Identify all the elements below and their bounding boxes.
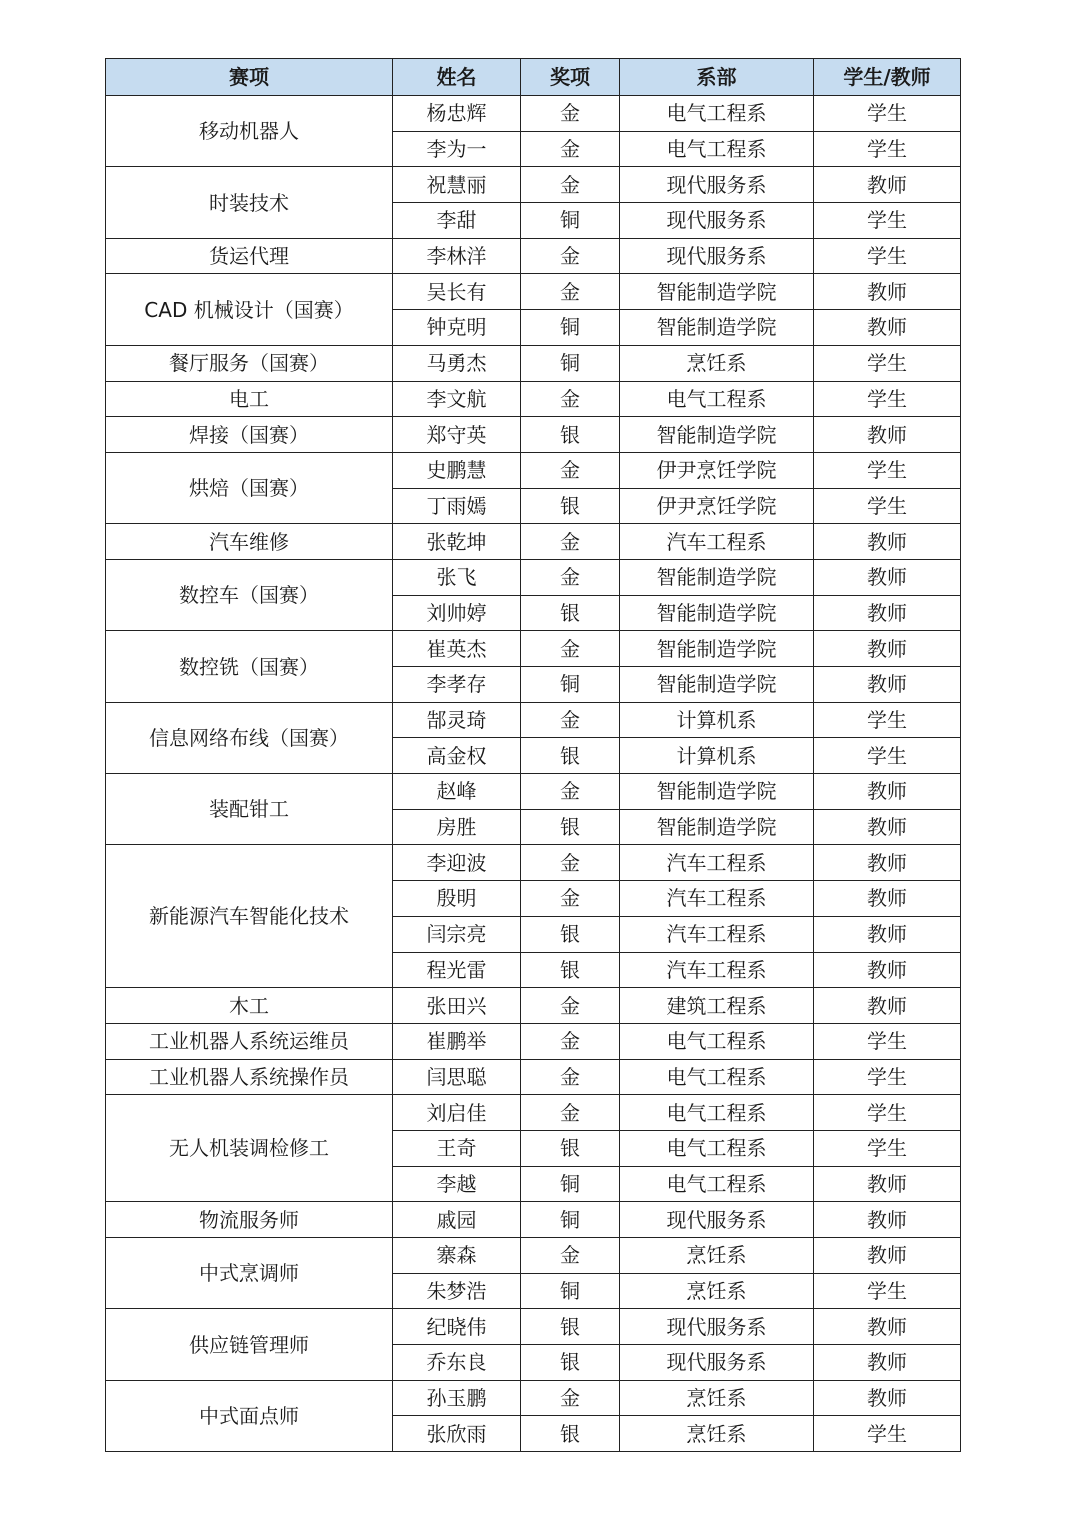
name-cell: 刘启佳 [393, 1095, 521, 1131]
award-cell: 银 [521, 1345, 620, 1381]
table-row [106, 452, 961, 488]
award-cell: 金 [521, 1380, 620, 1416]
name-cell: 郑守英 [393, 417, 521, 453]
role-cell: 学生 [814, 702, 961, 738]
department-cell: 电气工程系 [620, 381, 814, 417]
role-cell: 学生 [814, 96, 961, 132]
role-cell: 教师 [814, 1166, 961, 1202]
role-cell: 教师 [814, 559, 961, 595]
name-cell: 李孝存 [393, 667, 521, 703]
department-cell: 智能制造学院 [620, 631, 814, 667]
name-cell: 李为一 [393, 131, 521, 167]
award-cell: 铜 [521, 1273, 620, 1309]
department-cell: 现代服务系 [620, 1309, 814, 1345]
award-cell: 金 [521, 1059, 620, 1095]
department-cell: 烹饪系 [620, 1273, 814, 1309]
department-cell: 智能制造学院 [620, 667, 814, 703]
event-cell: 无人机装调检修工 [106, 1095, 393, 1202]
table-row [106, 1095, 961, 1131]
table-body [106, 96, 961, 1452]
event-cell: 烘焙（国赛） [106, 452, 393, 523]
name-cell: 李越 [393, 1166, 521, 1202]
role-cell: 教师 [814, 595, 961, 631]
award-cell: 银 [521, 916, 620, 952]
award-cell: 铜 [521, 203, 620, 239]
header-row [106, 59, 961, 96]
role-cell: 教师 [814, 1309, 961, 1345]
award-cell: 银 [521, 1130, 620, 1166]
award-cell: 金 [521, 1095, 620, 1131]
award-cell: 铜 [521, 310, 620, 346]
award-cell: 金 [521, 774, 620, 810]
department-cell: 烹饪系 [620, 1238, 814, 1274]
table-row [106, 238, 961, 274]
department-cell: 电气工程系 [620, 1095, 814, 1131]
name-cell: 史鹏慧 [393, 452, 521, 488]
name-cell: 钟克明 [393, 310, 521, 346]
award-cell: 金 [521, 96, 620, 132]
table-row [106, 1202, 961, 1238]
award-cell: 金 [521, 881, 620, 917]
name-cell: 张飞 [393, 559, 521, 595]
table-row [106, 988, 961, 1024]
event-cell: 木工 [106, 988, 393, 1024]
award-cell: 铜 [521, 667, 620, 703]
role-cell: 教师 [814, 881, 961, 917]
table-row [106, 1380, 961, 1416]
event-cell: 汽车维修 [106, 524, 393, 560]
name-cell: 吴长有 [393, 274, 521, 310]
role-cell: 教师 [814, 916, 961, 952]
award-cell: 金 [521, 167, 620, 203]
name-cell: 纪晓伟 [393, 1309, 521, 1345]
event-cell: 工业机器人系统操作员 [106, 1059, 393, 1095]
award-cell: 银 [521, 1416, 620, 1452]
department-cell: 电气工程系 [620, 1166, 814, 1202]
name-cell: 高金权 [393, 738, 521, 774]
name-cell: 赵峰 [393, 774, 521, 810]
award-cell: 铜 [521, 1166, 620, 1202]
event-cell: 物流服务师 [106, 1202, 393, 1238]
event-cell: 货运代理 [106, 238, 393, 274]
department-cell: 智能制造学院 [620, 595, 814, 631]
event-cell: 新能源汽车智能化技术 [106, 845, 393, 988]
event-cell: 移动机器人 [106, 96, 393, 167]
name-cell: 张田兴 [393, 988, 521, 1024]
event-cell: 餐厅服务（国赛） [106, 345, 393, 381]
table-row [106, 274, 961, 310]
award-cell: 金 [521, 238, 620, 274]
name-cell: 王奇 [393, 1130, 521, 1166]
table-row [106, 845, 961, 881]
role-cell: 学生 [814, 1273, 961, 1309]
name-cell: 祝慧丽 [393, 167, 521, 203]
role-cell: 学生 [814, 381, 961, 417]
event-cell: 中式烹调师 [106, 1238, 393, 1309]
role-cell: 教师 [814, 274, 961, 310]
table-row [106, 345, 961, 381]
header-role: 学生/教师 [814, 59, 961, 96]
event-cell: 时装技术 [106, 167, 393, 238]
role-cell: 学生 [814, 131, 961, 167]
department-cell: 智能制造学院 [620, 809, 814, 845]
name-cell: 程光雷 [393, 952, 521, 988]
name-cell: 张乾坤 [393, 524, 521, 560]
name-cell: 寨森 [393, 1238, 521, 1274]
name-cell: 李文航 [393, 381, 521, 417]
header-name: 姓名 [393, 59, 521, 96]
department-cell: 汽车工程系 [620, 845, 814, 881]
name-cell: 朱梦浩 [393, 1273, 521, 1309]
role-cell: 教师 [814, 845, 961, 881]
table-row [106, 96, 961, 132]
role-cell: 教师 [814, 774, 961, 810]
role-cell: 学生 [814, 452, 961, 488]
department-cell: 计算机系 [620, 738, 814, 774]
name-cell: 李林洋 [393, 238, 521, 274]
award-cell: 铜 [521, 1202, 620, 1238]
award-cell: 金 [521, 1238, 620, 1274]
table-row [106, 559, 961, 595]
award-cell: 金 [521, 524, 620, 560]
event-cell: 供应链管理师 [106, 1309, 393, 1380]
department-cell: 烹饪系 [620, 1380, 814, 1416]
department-cell: 智能制造学院 [620, 559, 814, 595]
award-cell: 银 [521, 488, 620, 524]
table-row [106, 167, 961, 203]
role-cell: 教师 [814, 1345, 961, 1381]
event-cell: 装配钳工 [106, 774, 393, 845]
role-cell: 教师 [814, 988, 961, 1024]
event-cell: CAD 机械设计（国赛） [106, 274, 393, 345]
table-row [106, 774, 961, 810]
department-cell: 现代服务系 [620, 1202, 814, 1238]
role-cell: 教师 [814, 809, 961, 845]
department-cell: 汽车工程系 [620, 524, 814, 560]
department-cell: 建筑工程系 [620, 988, 814, 1024]
department-cell: 伊尹烹饪学院 [620, 488, 814, 524]
name-cell: 闫宗亮 [393, 916, 521, 952]
award-cell: 银 [521, 1309, 620, 1345]
department-cell: 电气工程系 [620, 131, 814, 167]
role-cell: 教师 [814, 417, 961, 453]
event-cell: 数控铣（国赛） [106, 631, 393, 702]
role-cell: 学生 [814, 1023, 961, 1059]
department-cell: 电气工程系 [620, 1023, 814, 1059]
name-cell: 丁雨嫣 [393, 488, 521, 524]
event-cell: 信息网络布线（国赛） [106, 702, 393, 773]
department-cell: 电气工程系 [620, 96, 814, 132]
department-cell: 汽车工程系 [620, 916, 814, 952]
table-row [106, 524, 961, 560]
name-cell: 李迎波 [393, 845, 521, 881]
name-cell: 张欣雨 [393, 1416, 521, 1452]
department-cell: 智能制造学院 [620, 274, 814, 310]
role-cell: 教师 [814, 524, 961, 560]
table-row [106, 1309, 961, 1345]
table-row [106, 631, 961, 667]
name-cell: 戚园 [393, 1202, 521, 1238]
role-cell: 教师 [814, 952, 961, 988]
role-cell: 学生 [814, 1095, 961, 1131]
table-row [106, 417, 961, 453]
role-cell: 学生 [814, 1416, 961, 1452]
department-cell: 伊尹烹饪学院 [620, 452, 814, 488]
table-row [106, 1238, 961, 1274]
name-cell: 殷明 [393, 881, 521, 917]
name-cell: 杨忠辉 [393, 96, 521, 132]
name-cell: 闫思聪 [393, 1059, 521, 1095]
role-cell: 学生 [814, 738, 961, 774]
role-cell: 教师 [814, 310, 961, 346]
award-cell: 铜 [521, 345, 620, 381]
role-cell: 学生 [814, 1059, 961, 1095]
department-cell: 汽车工程系 [620, 881, 814, 917]
award-cell: 金 [521, 381, 620, 417]
name-cell: 孙玉鹏 [393, 1380, 521, 1416]
award-cell: 金 [521, 702, 620, 738]
name-cell: 崔英杰 [393, 631, 521, 667]
name-cell: 崔鹏举 [393, 1023, 521, 1059]
role-cell: 教师 [814, 1380, 961, 1416]
role-cell: 学生 [814, 488, 961, 524]
name-cell: 李甜 [393, 203, 521, 239]
table-row [106, 381, 961, 417]
name-cell: 房胜 [393, 809, 521, 845]
event-cell: 焊接（国赛） [106, 417, 393, 453]
department-cell: 现代服务系 [620, 203, 814, 239]
department-cell: 烹饪系 [620, 1416, 814, 1452]
department-cell: 现代服务系 [620, 238, 814, 274]
role-cell: 教师 [814, 1202, 961, 1238]
award-cell: 金 [521, 274, 620, 310]
role-cell: 教师 [814, 1238, 961, 1274]
role-cell: 教师 [814, 167, 961, 203]
department-cell: 汽车工程系 [620, 952, 814, 988]
department-cell: 智能制造学院 [620, 774, 814, 810]
awards-table [105, 58, 961, 1452]
award-cell: 金 [521, 559, 620, 595]
header-award: 奖项 [521, 59, 620, 96]
event-cell: 电工 [106, 381, 393, 417]
award-cell: 银 [521, 809, 620, 845]
award-cell: 银 [521, 738, 620, 774]
award-cell: 金 [521, 452, 620, 488]
award-cell: 银 [521, 417, 620, 453]
table-row [106, 702, 961, 738]
department-cell: 智能制造学院 [620, 417, 814, 453]
table-header [106, 59, 961, 96]
award-cell: 银 [521, 952, 620, 988]
header-event: 赛项 [106, 59, 393, 96]
name-cell: 刘帅婷 [393, 595, 521, 631]
event-cell: 工业机器人系统运维员 [106, 1023, 393, 1059]
award-cell: 金 [521, 1023, 620, 1059]
role-cell: 学生 [814, 1130, 961, 1166]
department-cell: 现代服务系 [620, 167, 814, 203]
department-cell: 电气工程系 [620, 1130, 814, 1166]
role-cell: 学生 [814, 345, 961, 381]
event-cell: 中式面点师 [106, 1380, 393, 1451]
award-cell: 金 [521, 131, 620, 167]
table-row [106, 1059, 961, 1095]
table-row [106, 1023, 961, 1059]
role-cell: 教师 [814, 631, 961, 667]
award-cell: 金 [521, 845, 620, 881]
department-cell: 计算机系 [620, 702, 814, 738]
department-cell: 智能制造学院 [620, 310, 814, 346]
award-cell: 金 [521, 631, 620, 667]
event-cell: 数控车（国赛） [106, 559, 393, 630]
role-cell: 学生 [814, 238, 961, 274]
name-cell: 郜灵琦 [393, 702, 521, 738]
role-cell: 学生 [814, 203, 961, 239]
department-cell: 电气工程系 [620, 1059, 814, 1095]
role-cell: 教师 [814, 667, 961, 703]
department-cell: 烹饪系 [620, 345, 814, 381]
award-cell: 银 [521, 595, 620, 631]
department-cell: 现代服务系 [620, 1345, 814, 1381]
name-cell: 乔东良 [393, 1345, 521, 1381]
header-department: 系部 [620, 59, 814, 96]
award-cell: 金 [521, 988, 620, 1024]
name-cell: 马勇杰 [393, 345, 521, 381]
